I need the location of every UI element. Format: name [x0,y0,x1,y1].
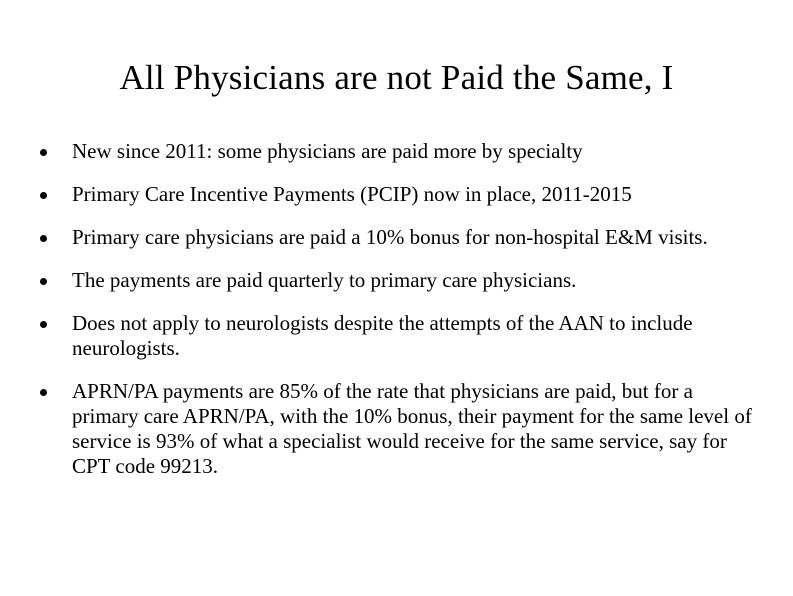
bullet-item [0,139,793,164]
bullet-dot-icon [40,192,47,199]
slide-title: All Physicians are not Paid the Same, I [119,58,674,97]
bullet-text: APRN/PA payments are 85% of the rate that physicians are paid, but for a primary care APRN/PA, with the 10% bonus, their payment for the same level of service is 93% of what a specialist would receive for the same service, say for CPT code 99213. [72,379,752,478]
bullet-item [0,225,793,250]
bullet-dot-icon [40,278,47,285]
bullet-text: New since 2011: some physicians are paid more by specialty [72,139,583,163]
bullet-item [0,311,793,361]
bullet-item [0,182,793,207]
bullet-item [0,379,793,479]
bullet-item [0,268,793,293]
bullet-text: The payments are paid quarterly to primary care physicians. [72,268,577,292]
bullet-text: Primary Care Incentive Payments (PCIP) now in place, 2011-2015 [72,182,632,206]
bullet-list [0,139,793,497]
bullet-dot-icon [40,235,47,242]
bullet-dot-icon [40,149,47,156]
bullet-text: Primary care physicians are paid a 10% bonus for non-hospital E&M visits. [72,225,708,249]
bullet-dot-icon [40,321,47,328]
bullet-dot-icon [40,389,47,396]
bullet-text: Does not apply to neurologists despite the attempts of the AAN to include neurologists. [72,311,693,360]
